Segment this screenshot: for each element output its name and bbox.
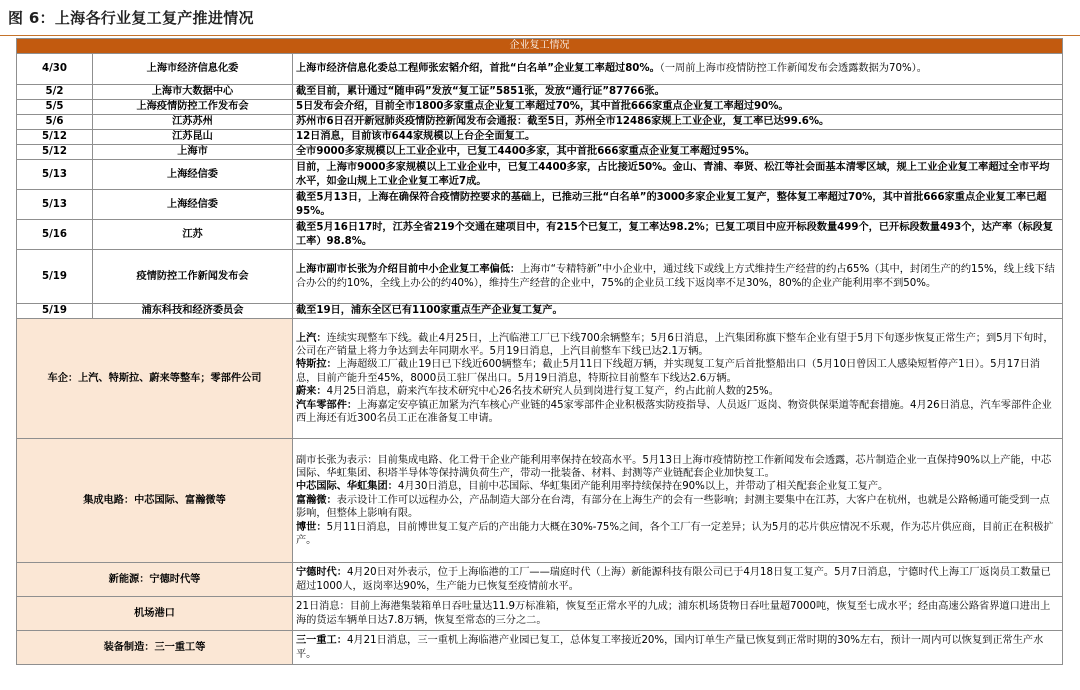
section-entry — [296, 399, 1059, 426]
table-row — [17, 160, 1063, 190]
table-row — [17, 54, 1063, 85]
entry-text: 5月11日消息，目前博世复工复产后的产出能力大概在30%-75%之间，各个工厂有一定差异；认为5月的芯片供应情况不乐观，作为芯片供应商，目前正在积极扩产。 — [296, 521, 1054, 547]
table-row — [17, 130, 1063, 145]
section-entry — [296, 358, 1059, 385]
row-date: 5/13 — [17, 190, 93, 220]
section-row-equipment — [17, 631, 1063, 665]
row-date: 5/12 — [17, 130, 93, 145]
title-underline — [0, 35, 1080, 36]
table-row — [17, 190, 1063, 220]
section-content — [293, 631, 1063, 665]
entry-label: 富瀚微： — [296, 494, 337, 506]
entry-text: 21日消息：目前上海港集装箱单日吞吐量达11.9万标准箱，恢复至正常水平的九成；浦东机场货物日吞吐量超7000吨，恢复至七成水平；经由高速公路省界道口进出上海的货运车辆单日达7.8万辆，恢复至常态的三分之二。 — [296, 601, 1051, 626]
section-content — [293, 439, 1063, 563]
section-row-auto — [17, 319, 1063, 439]
row-content: 截至19日，浦东全区已有1100家重点生产企业复工复产。 — [293, 304, 1063, 319]
entry-text: 4月21日消息，三一重机上海临港产业园已复工，总体复工率接近20%，国内订单生产量已恢复到正常时期的30%左右，预计一周内可以恢复到正常生产水平。 — [296, 635, 1044, 660]
entry-label: 三一重工： — [296, 635, 347, 647]
section-entry — [296, 454, 1059, 481]
table-row — [17, 220, 1063, 250]
table-row — [17, 100, 1063, 115]
row-source: 上海疫情防控工作发布会 — [93, 100, 293, 115]
entry-label: 中芯国际、华虹集团： — [296, 481, 398, 493]
row-date: 5/16 — [17, 220, 93, 250]
section-row-ic — [17, 439, 1063, 563]
row-source: 上海经信委 — [93, 160, 293, 190]
row-content: 苏州市6日召开新冠肺炎疫情防控新闻发布会通报：截至5日，苏州全市12486家规上工业企业，复工率已达99.6%。 — [293, 115, 1063, 130]
section-entry — [296, 600, 1059, 627]
section-row-ports — [17, 597, 1063, 631]
entry-label: 上汽： — [296, 332, 327, 344]
row-content-lead: 上海市副市长张为介绍目前中小企业复工率偏低： — [296, 264, 521, 276]
row-source: 上海市经济信息化委 — [93, 54, 293, 85]
row-date: 5/5 — [17, 100, 93, 115]
row-content: 截至5月16日17时，江苏全省219个交通在建项目中，有215个已复工，复工率达98.2%；已复工项目中应开标段数量499个，已开标段数量493个，达产率（标段复工率）98.8%。 — [293, 220, 1063, 250]
section-entry — [296, 480, 1059, 493]
table-row — [17, 85, 1063, 100]
entry-label: 宁德时代： — [296, 567, 347, 579]
row-source: 江苏 — [93, 220, 293, 250]
section-label: 装备制造：三一重工等 — [17, 631, 293, 665]
entry-text: 连续实现整车下线。截止4月25日，上汽临港工厂已下线700余辆整车；5月6日消息，上汽集团称旗下整车企业有望于5月下旬逐步恢复正常生产；到5月下旬时，公司在产销量上将力争达到去年同期水平。5月19日消息，上汽目前整车下线已达2.1万辆。 — [296, 332, 1054, 357]
row-content-main: 上海市“专精特新”中小企业中，通过线下或线上方式维持生产经营的约占65%（其中，封闭生产的约15%，线上线下结合办公的约10%，全线上办公的约40%），维持生产经营的企业中，75%的企业员工线下返岗率不足30%，80%的企业产能利用率不到50%。 — [296, 264, 1055, 289]
table-row — [17, 250, 1063, 304]
row-source: 上海市大数据中心 — [93, 85, 293, 100]
row-date: 5/19 — [17, 250, 93, 304]
entry-label: 汽车零部件： — [296, 399, 358, 411]
entry-label: 蔚来： — [296, 386, 327, 398]
row-content-main: 上海市经济信息化委总工程师张宏韬介绍，首批“白名单”企业复工率超过80%。 — [296, 63, 660, 75]
table-header-row — [17, 39, 1063, 54]
row-date: 4/30 — [17, 54, 93, 85]
row-date: 5/12 — [17, 145, 93, 160]
row-source: 江苏昆山 — [93, 130, 293, 145]
section-label: 机场港口 — [17, 597, 293, 631]
entry-text: 副市长张为表示：目前集成电路、化工骨干企业产能利用率保持在较高水平。5月13日上海市疫情防控工作新闻发布会透露，芯片制造企业一直保持90%以上产能，中芯国际、华虹集团、积塔半导体等保持满负荷生产，带动一批装备、材料、封测等产业链配套企业加快复工。 — [296, 454, 1052, 479]
figure-title: 图 6：上海各行业复工复产推进情况 — [8, 9, 254, 27]
row-content: 截至目前，累计通过“随申码”发放“复工证”5851张，发放“通行证”87766张。 — [293, 85, 1063, 100]
row-date: 5/2 — [17, 85, 93, 100]
entry-label: 博世： — [296, 521, 327, 533]
section-entry — [296, 634, 1059, 661]
row-content: 截至5月13日，上海在确保符合疫情防控要求的基础上，已推动三批“白名单”的3000多家企业复工复产，整体复工率超过70%，其中首批666家重点企业复工率已超95%。 — [293, 190, 1063, 220]
row-source: 上海市 — [93, 145, 293, 160]
table-row — [17, 304, 1063, 319]
table-row — [17, 145, 1063, 160]
section-content — [293, 319, 1063, 439]
row-source: 疫情防控工作新闻发布会 — [93, 250, 293, 304]
row-content: 全市9000多家规模以上工业企业中，已复工4400多家，其中首批666家重点企业复工率超过95%。 — [293, 145, 1063, 160]
row-content-note: （一周前上海市疫情防控工作新闻发布会透露数据为70%）。 — [659, 63, 927, 75]
section-label: 车企：上汽、特斯拉、蔚来等整车；零部件公司 — [17, 319, 293, 439]
table-header: 企业复工情况 — [17, 39, 1063, 54]
section-entry — [296, 521, 1059, 548]
row-content: 目前，上海市9000多家规模以上工业企业中，已复工4400多家，占比接近50%。金山、青浦、奉贤、松江等社会面基本清零区域，规上工业企业复工率超过全市平均水平，如金山规上工业企业复工率近7成。 — [293, 160, 1063, 190]
entry-label: 特斯拉： — [296, 359, 337, 371]
section-entry — [296, 385, 1059, 398]
row-source: 上海经信委 — [93, 190, 293, 220]
row-content: 5日发布会介绍，目前全市1800多家重点企业复工率超过70%，其中首批666家重点企业复工率超过90%。 — [293, 100, 1063, 115]
row-date: 5/13 — [17, 160, 93, 190]
entry-text: 4月30日消息，目前中芯国际、华虹集团产能利用率持续保持在90%以上，并带动了相关配套企业复工复产。 — [397, 481, 889, 493]
section-label: 新能源：宁德时代等 — [17, 563, 293, 597]
section-entry — [296, 566, 1059, 593]
table-row — [17, 115, 1063, 130]
section-entry — [296, 494, 1059, 521]
section-content — [293, 597, 1063, 631]
row-content: 12日消息，目前该市644家规模以上台企全面复工。 — [293, 130, 1063, 145]
section-label: 集成电路：中芯国际、富瀚微等 — [17, 439, 293, 563]
row-source: 江苏苏州 — [93, 115, 293, 130]
entry-text: 4月20日对外表示，位于上海临港的工厂——瑞庭时代（上海）新能源科技有限公司已于4月18日复工复产。5月7日消息，宁德时代上海工厂返岗员工数量已超过1000人，返岗率达90%，生产能力已恢复至疫情前水平。 — [296, 567, 1051, 592]
entry-text: 上海超级工厂截止19日已下线近600辆整车；截止5月11日下线超万辆，并实现复工复产后首批整船出口（5月10日曾因工人感染短暂停产1日）。5月17日消息，目前产能升至45%，8000员工驻厂保出口。5月19日消息，特斯拉目前整车下线达2.6万辆。 — [296, 359, 1041, 384]
section-content — [293, 563, 1063, 597]
entry-text: 4月25日消息，蔚来汽车技术研究中心26名技术研究人员到岗进行复工复产，约占此前人数的25%。 — [326, 386, 779, 398]
row-date: 5/6 — [17, 115, 93, 130]
section-row-new-energy — [17, 563, 1063, 597]
entry-text: 表示设计工作可以远程办公，产品制造大部分在台湾，有部分在上海生产的会有一些影响；封测主要集中在江苏，大客户在杭州，也就是公路畅通可能受到一点影响，但整体上影响有限。 — [296, 494, 1050, 520]
section-entry — [296, 332, 1059, 359]
recovery-table — [16, 38, 1063, 665]
entry-text: 上海嘉定安亭镇正加紧为汽车核心产业链的45家零部件企业积极落实防疫指导、人员返厂返岗、物资供保渠道等配套措施。4月26日消息，汽车零部件企业西上海还有近300名员工正在准备复工申请。 — [296, 399, 1052, 425]
row-source: 浦东科技和经济委员会 — [93, 304, 293, 319]
row-content — [293, 250, 1063, 304]
row-content — [293, 54, 1063, 85]
row-date: 5/19 — [17, 304, 93, 319]
